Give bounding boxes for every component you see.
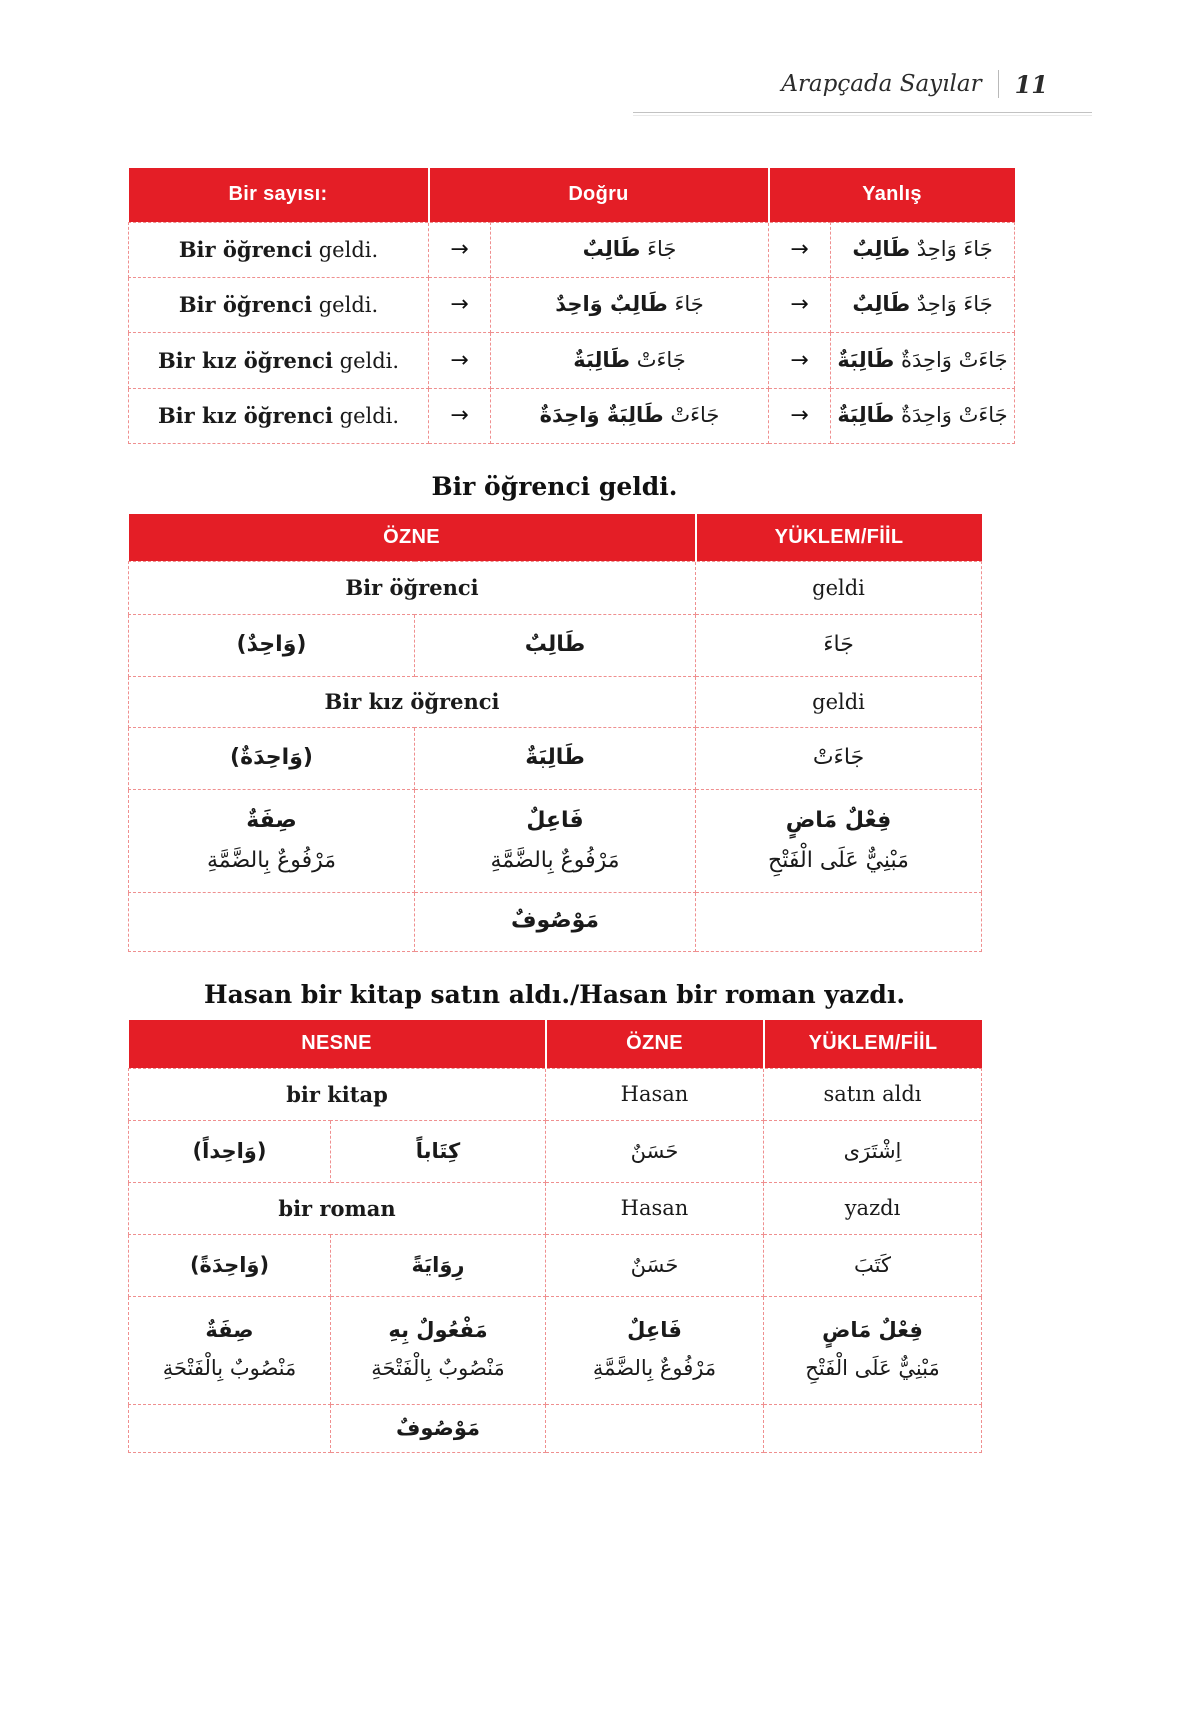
arabic-subject-cell: حَسَنٌ — [546, 1120, 764, 1182]
arabic-object-cell: كِتَاباً — [331, 1120, 546, 1182]
arabic-correct-cell — [491, 277, 769, 332]
arabic-noun-cell: طَالِبٌ — [415, 614, 696, 676]
table-row — [129, 277, 1015, 332]
empty-cell — [546, 1404, 764, 1452]
grammar-term: فِعْلٌ مَاضٍ — [785, 807, 892, 833]
grammar-role-cell — [415, 789, 696, 892]
empty-cell — [696, 892, 982, 951]
arabic-text-bold: طَالِبٌ — [852, 237, 911, 262]
arabic-text: جَاءَ وَاحِدٌ — [916, 237, 993, 262]
table-row — [129, 1120, 982, 1182]
arrow-right-icon: → — [429, 332, 491, 388]
arrow-right-icon: → — [429, 222, 491, 277]
turkish-sentence-cell — [129, 222, 429, 277]
sentence-bold: Bir kız öğrenci — [157, 347, 333, 373]
table-row — [129, 789, 982, 892]
subject-cell: Hasan — [546, 1068, 764, 1120]
arabic-text: جَاءَ وَاحِدٌ — [916, 292, 993, 317]
table-row — [129, 727, 982, 789]
header-yuklem-fiil: YÜKLEM/FİİL — [696, 514, 982, 561]
turkish-sentence-cell — [129, 388, 429, 443]
table-header-row — [129, 1020, 982, 1068]
arabic-wrong-cell — [831, 332, 1015, 388]
page-number: 11 — [1014, 69, 1048, 99]
header-bir-sayisi: Bir sayısı: — [129, 168, 429, 222]
arrow-right-icon: → — [429, 277, 491, 332]
arabic-text-bold: طَالِبٌ وَاحِدٌ — [555, 292, 668, 317]
table-row — [129, 614, 982, 676]
arabic-verb-cell: كَتَبَ — [764, 1234, 982, 1296]
arabic-wrong-cell — [831, 277, 1015, 332]
grammar-case: مَرْفُوعٌ بِالضَّمَّةِ — [206, 847, 337, 873]
arabic-text-bold: طَالِبٌ — [852, 292, 911, 317]
arabic-text-bold: طَالِبَةٌ — [573, 347, 631, 372]
one-number-examples-table — [128, 168, 1015, 444]
grammar-case: مَنْصُوبٌ بِالْفَتْحَةِ — [162, 1356, 297, 1380]
grammar-term: فَاعِلٌ — [526, 807, 584, 833]
object-cell: bir roman — [129, 1182, 546, 1234]
arabic-text-bold: طَالِبٌ — [582, 237, 641, 262]
grammar-term: فَاعِلٌ — [627, 1318, 682, 1343]
grammar-term-cell: مَوْصُوفٌ — [331, 1404, 546, 1452]
table-row — [129, 676, 982, 727]
arabic-verb-cell: اِشْتَرَى — [764, 1120, 982, 1182]
verb-cell: yazdı — [764, 1182, 982, 1234]
header-ozne: ÖZNE — [546, 1020, 764, 1068]
header-dogru: Doğru — [429, 168, 769, 222]
arabic-adjective-cell: (وَاحِدٌ) — [129, 614, 415, 676]
running-head — [781, 64, 1048, 104]
grammar-role-cell — [129, 1296, 331, 1404]
arrow-right-icon: → — [769, 222, 831, 277]
table-row — [129, 1182, 982, 1234]
subject-cell: Hasan — [546, 1182, 764, 1234]
header-rule — [633, 112, 1092, 113]
subject-cell: Bir öğrenci — [129, 561, 696, 614]
ozne-yuklem-table — [128, 514, 982, 952]
arabic-text: جَاءَتْ — [636, 347, 686, 372]
object-cell: bir kitap — [129, 1068, 546, 1120]
arrow-right-icon: → — [769, 277, 831, 332]
sentence-rest: geldi. — [312, 238, 379, 262]
arabic-correct-cell — [491, 388, 769, 443]
grammar-role-cell — [696, 789, 982, 892]
grammar-case: مَرْفُوعٌ بِالضَّمَّةِ — [490, 847, 620, 873]
sentence-rest: geldi. — [332, 348, 400, 373]
verb-cell: satın aldı — [764, 1068, 982, 1120]
page-title: Arapçada Sayılar — [781, 71, 982, 97]
arabic-text: جَاءَتْ — [670, 403, 720, 428]
header-divider — [998, 70, 999, 98]
table-row — [129, 1296, 982, 1404]
arabic-wrong-cell — [831, 222, 1015, 277]
sentence-bold: Bir öğrenci — [178, 292, 313, 317]
arabic-adjective-cell: (وَاحِدَةٌ) — [129, 727, 415, 789]
table-row — [129, 561, 982, 614]
header-nesne: NESNE — [129, 1020, 546, 1068]
arabic-text: جَاءَتْ وَاحِدَةٌ — [900, 403, 1008, 428]
arabic-verb-cell: جَاءَتْ — [696, 727, 982, 789]
nesne-ozne-yuklem-table — [128, 1020, 982, 1453]
sentence-rest: geldi. — [332, 404, 400, 428]
grammar-case: مَبْنِيٌّ عَلَى الْفَتْحِ — [768, 847, 909, 873]
table-row — [129, 1068, 982, 1120]
arabic-wrong-cell — [831, 388, 1015, 443]
grammar-term: صِفَةٌ — [205, 1318, 254, 1343]
table-row — [129, 1234, 982, 1296]
grammar-role-cell — [546, 1296, 764, 1404]
arabic-correct-cell — [491, 332, 769, 388]
arabic-correct-cell — [491, 222, 769, 277]
arabic-text-bold: طَالِبَةٌ وَاحِدَةٌ — [539, 403, 664, 428]
arabic-text: جَاءَتْ وَاحِدَةٌ — [900, 347, 1008, 372]
verb-cell: geldi — [696, 561, 982, 614]
arabic-adjective-cell: (وَاحِدَةً) — [129, 1234, 331, 1296]
arabic-subject-cell: حَسَنٌ — [546, 1234, 764, 1296]
section-heading-hasan: Hasan bir kitap satın aldı./Hasan bir roman yazdı. — [203, 980, 906, 1009]
arabic-text-bold: طَالِبَةٌ — [837, 347, 895, 372]
header-yanlis: Yanlış — [769, 168, 1015, 222]
verb-cell: geldi — [696, 676, 982, 727]
arabic-text: جَاءَ — [674, 292, 704, 317]
empty-cell — [129, 1404, 331, 1452]
grammar-term: مَفْعُولٌ بِهِ — [388, 1318, 488, 1343]
arabic-object-cell: رِوَايَةً — [331, 1234, 546, 1296]
header-ozne: ÖZNE — [129, 514, 696, 561]
table-row — [129, 332, 1015, 388]
arabic-adjective-cell: (وَاحِداً) — [129, 1120, 331, 1182]
arabic-verb-cell: جَاءَ — [696, 614, 982, 676]
grammar-role-cell — [764, 1296, 982, 1404]
sentence-bold: Bir kız öğrenci — [157, 403, 333, 428]
section-heading-bir-ogrenci-geldi: Bir öğrenci geldi. — [431, 472, 678, 501]
table-row — [129, 892, 982, 951]
arrow-right-icon: → — [769, 332, 831, 388]
arrow-right-icon: → — [429, 388, 491, 443]
arrow-right-icon: → — [769, 388, 831, 443]
sentence-bold: Bir öğrenci — [178, 237, 313, 262]
grammar-term: صِفَةٌ — [246, 807, 297, 833]
header-yuklem-fiil: YÜKLEM/FİİL — [764, 1020, 982, 1068]
turkish-sentence-cell — [129, 277, 429, 332]
table-row — [129, 222, 1015, 277]
subject-cell: Bir kız öğrenci — [129, 676, 696, 727]
table-header-row — [129, 514, 982, 561]
table-row — [129, 388, 1015, 443]
grammar-case: مَبْنِيٌّ عَلَى الْفَتْحِ — [805, 1356, 940, 1380]
table-row — [129, 1404, 982, 1452]
grammar-case: مَرْفُوعٌ بِالضَّمَّةِ — [592, 1356, 717, 1380]
arabic-noun-cell: طَالِبَةٌ — [415, 727, 696, 789]
grammar-case: مَنْصُوبٌ بِالْفَتْحَةِ — [371, 1356, 505, 1380]
grammar-role-cell — [331, 1296, 546, 1404]
sentence-rest: geldi. — [312, 293, 379, 317]
grammar-role-cell — [129, 789, 415, 892]
table-header-row — [129, 168, 1015, 222]
grammar-term-cell: مَوْصُوفٌ — [415, 892, 696, 951]
turkish-sentence-cell — [129, 332, 429, 388]
arabic-text: جَاءَ — [647, 237, 677, 262]
grammar-term: فِعْلٌ مَاضٍ — [822, 1318, 923, 1343]
arabic-text-bold: طَالِبَةٌ — [837, 403, 895, 428]
empty-cell — [764, 1404, 982, 1452]
empty-cell — [129, 892, 415, 951]
